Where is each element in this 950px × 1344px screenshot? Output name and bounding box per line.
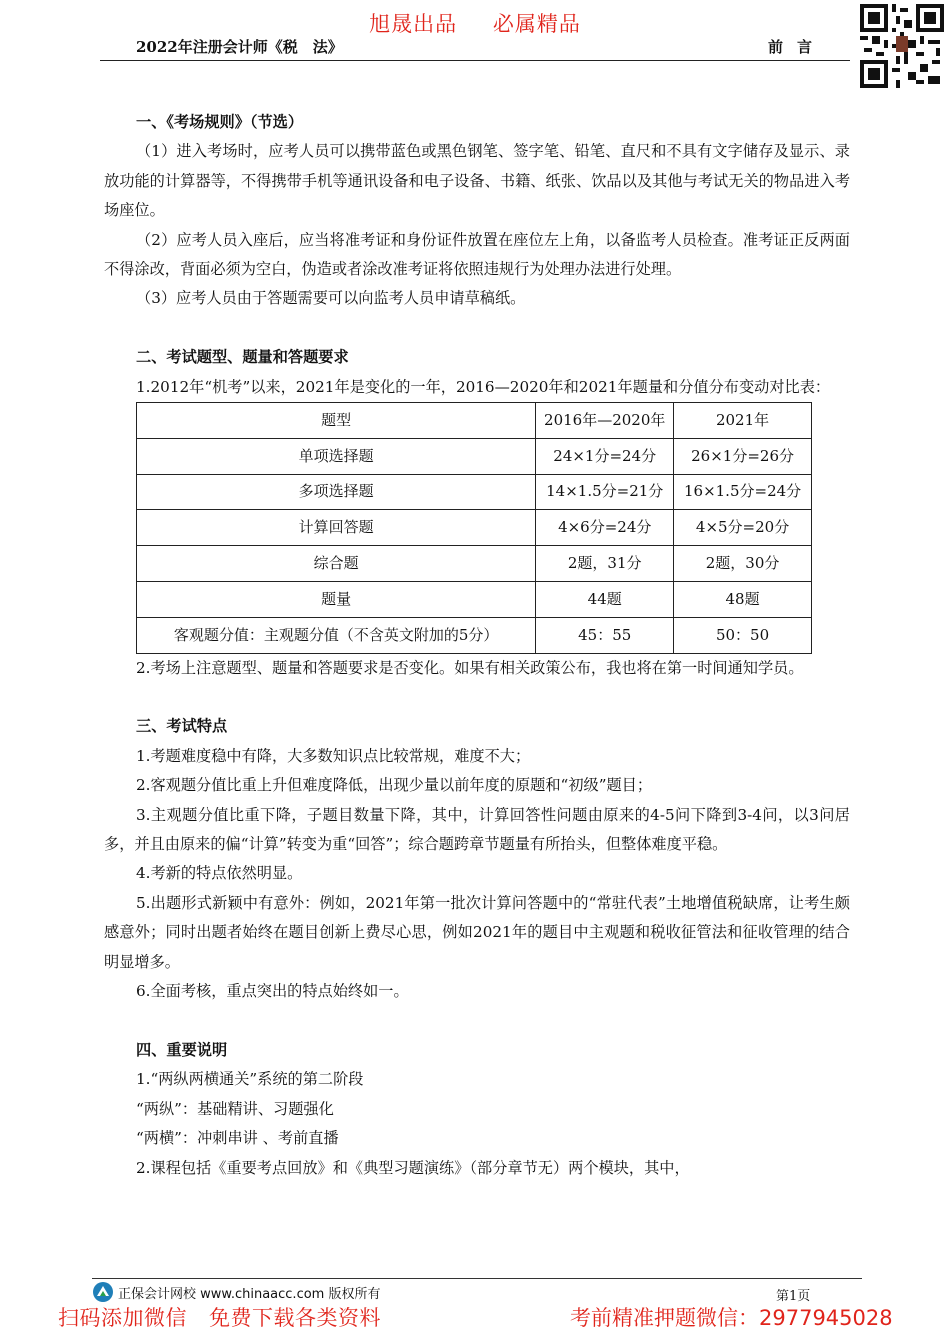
- table-cell: 50：50: [674, 617, 812, 653]
- table-cell: 14×1.5分=21分: [536, 474, 674, 510]
- feature-item: 1.考题难度稳中有降，大多数知识点比较常规，难度不大；: [136, 746, 531, 765]
- promo-top: [0, 8, 950, 38]
- section-2-paragraph-2: 2.考场上注意题型、题量和答题要求是否变化。如果有相关政策公布，我也将在第一时间通知学员。: [136, 658, 804, 677]
- feature-item: 4.考新的特点依然明显。: [136, 864, 303, 883]
- table-row: [137, 582, 812, 618]
- section-3-title: 三、考试特点: [136, 717, 228, 736]
- table-cell: 48题: [674, 582, 812, 618]
- score-distribution-table: [136, 402, 812, 654]
- feature-item: 5.出题形式新颖中有意外：例如，2021年第一批次计算问答题中的“常驻代表”土地增值税缺席，让考生颇感意外；同时出题者始终在题目创新上费尽心思，例如2021年的题目中主观题和税收征管法和征收管理的结合明显增多。: [104, 893, 850, 971]
- feature-item: 3.主观题分值比重下降，子题目数量下降，其中，计算回答性问题由原来的4-5问下降到3-4问，以3问居多，并且由原来的偏“计算”转变为重“回答”；综合题跨章节题量有所抬头，但整体难度平稳。: [104, 805, 850, 854]
- table-row: [137, 546, 812, 582]
- header-book-title: 2022年注册会计师《税 法》: [136, 38, 343, 56]
- table-cell: 4×5分=20分: [674, 510, 812, 546]
- table-cell: 多项选择题: [137, 474, 536, 510]
- feature-item: 6.全面考核，重点突出的特点始终如一。: [136, 982, 409, 1001]
- section-4-title: 四、重要说明: [136, 1040, 228, 1059]
- table-cell: 4×6分=24分: [536, 510, 674, 546]
- note-item: 1.“两纵两横通关”系统的第二阶段: [136, 1070, 364, 1089]
- page-number: 第1页: [776, 1289, 811, 1304]
- note-item: “两纵”：基础精讲、习题强化: [136, 1099, 334, 1118]
- page-content: [104, 108, 850, 1183]
- table-cell: 26×1分=26分: [674, 438, 812, 474]
- footer-rule: [92, 1278, 862, 1279]
- promo-top-left: 旭晟出品: [369, 12, 458, 36]
- table-row: [137, 438, 812, 474]
- rule-paragraph-3: （3）应考人员由于答题需要可以向监考人员申请草稿纸。: [136, 289, 526, 308]
- table-cell: 16×1.5分=24分: [674, 474, 812, 510]
- header-rule: [100, 60, 850, 61]
- table-header-cell: 2016年—2020年: [536, 403, 674, 439]
- table-cell: 2题，31分: [536, 546, 674, 582]
- section-2-title: 二、考试题型、题量和答题要求: [136, 348, 349, 367]
- table-row: [137, 510, 812, 546]
- table-cell: 24×1分=24分: [536, 438, 674, 474]
- table-cell: 综合题: [137, 546, 536, 582]
- rule-paragraph-2: （2）应考人员入座后，应当将准考证和身份证件放置在座位左上角，以备监考人员检查。准考证正反两面不得涂改，背面必须为空白，伪造或者涂改准考证将依照违规行为处理办法进行处理。: [104, 230, 850, 279]
- table-header-cell: 2021年: [674, 403, 812, 439]
- table-header-row: [137, 403, 812, 439]
- rule-paragraph-1: （1）进入考场时，应考人员可以携带蓝色或黑色钢笔、签字笔、铅笔、直尺和不具有文字储存及显示、录放功能的计算器等，不得携带手机等通讯设备和电子设备、书籍、纸张、饮品以及其他与考试无关的物品进入考场座位。: [104, 142, 850, 220]
- table-row: [137, 617, 812, 653]
- qr-code-icon: [860, 4, 944, 88]
- note-item: 2.课程包括《重要考点回放》和《典型习题演练》（部分章节无）两个模块，其中，: [136, 1158, 690, 1177]
- note-item: “两横”：冲刺串讲 、考前直播: [136, 1129, 339, 1148]
- table-cell: 2题，30分: [674, 546, 812, 582]
- table-cell: 题量: [137, 582, 536, 618]
- section-2-paragraph-1: 1.2012年“机考”以来，2021年是变化的一年，2016—2020年和2021年题量和分值分布变动对比表：: [136, 377, 831, 396]
- table-cell: 44题: [536, 582, 674, 618]
- promo-bottom-right: 考前精准押题微信：2977945028: [570, 1306, 893, 1330]
- section-1-title: 一、《考场规则》（节选）: [136, 113, 304, 131]
- promo-bottom-left: [58, 1302, 403, 1332]
- promo-bottom-left-2: 免费下载各类资料: [209, 1306, 381, 1330]
- table-cell: 客观题分值：主观题分值（不含英文附加的5分）: [137, 617, 536, 653]
- header-chapter: 前言: [768, 38, 827, 56]
- table-cell: 45：55: [536, 617, 674, 653]
- table-header-cell: 题型: [137, 403, 536, 439]
- promo-bottom-left-1: 扫码添加微信: [58, 1306, 187, 1330]
- table-row: [137, 474, 812, 510]
- feature-item: 2.客观题分值比重上升但难度降低，出现少量以前年度的原题和“初级”题目；: [136, 776, 653, 795]
- table-cell: 单项选择题: [137, 438, 536, 474]
- table-cell: 计算回答题: [137, 510, 536, 546]
- chinaacc-logo-icon: [92, 1281, 114, 1303]
- promo-top-right: 必属精品: [492, 12, 581, 36]
- footer-copyright: 正保会计网校 www.chinaacc.com 版权所有: [118, 1287, 381, 1302]
